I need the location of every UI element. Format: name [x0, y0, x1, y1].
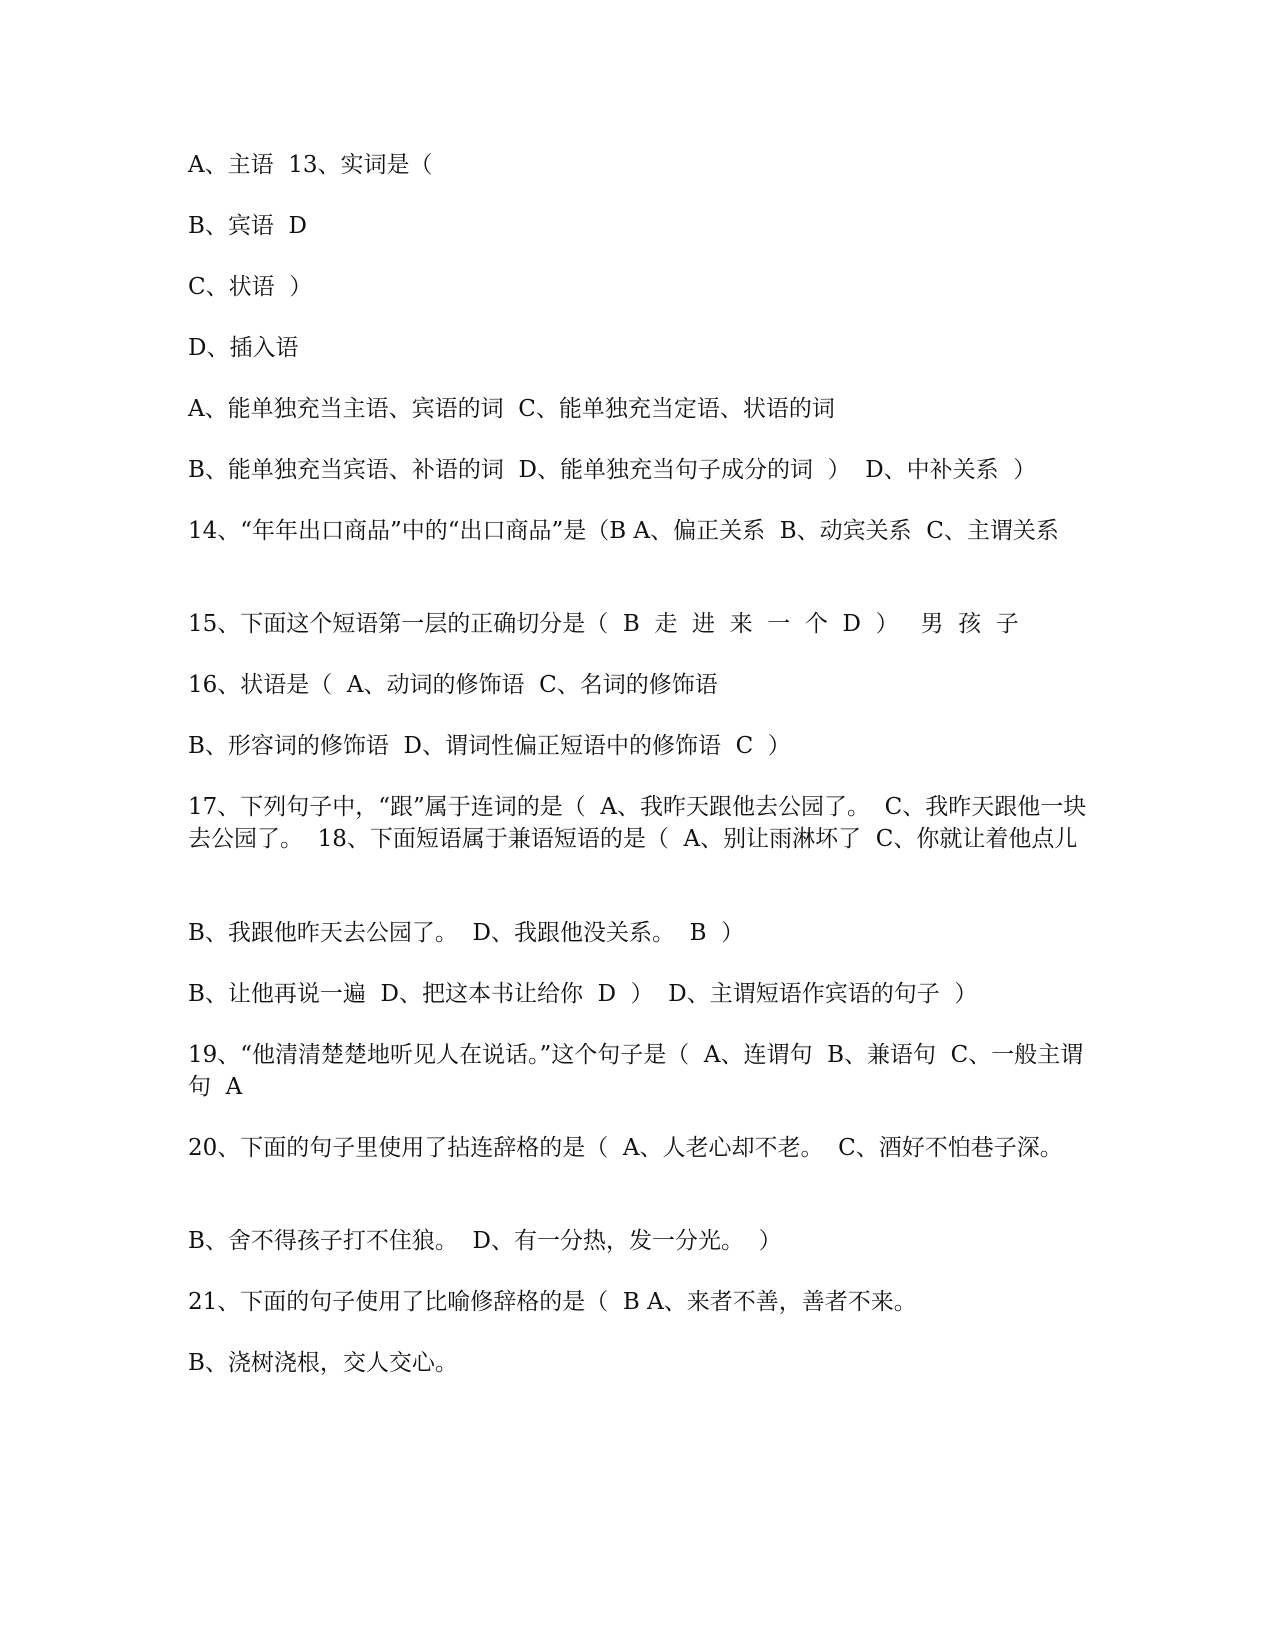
text-line: C、状语 ）	[188, 274, 313, 300]
text-line: B、形容词的修饰语 D、谓词性偏正短语中的修饰语 C ）	[188, 733, 791, 759]
question-21: 21、下面的句子使用了比喻修辞格的是（ B A、来者不善，善者不来。	[188, 1289, 917, 1315]
question-16: 16、状语是（ A、动词的修饰语 C、名词的修饰语	[188, 672, 718, 698]
text-line: B、浇树浇根，交人交心。	[188, 1350, 458, 1376]
question-20: 20、下面的句子里使用了拈连辞格的是（ A、人老心却不老。 C、酒好不怕巷子深。	[188, 1135, 1063, 1161]
question-17-18: 17、下列句子中，“跟”属于连词的是（ A、我昨天跟他去公园了。 C、我昨天跟他一块去公园了。 18、下面短语属于兼语短语的是（ A、别让雨淋坏了 C、你就让着他点儿	[188, 794, 1087, 852]
question-19: 19、“他清清楚楚地听见人在说话。”这个句子是（ A、连谓句 B、兼语句 C、一般主谓句 A	[188, 1042, 1084, 1100]
text-line: B、让他再说一遍 D、把这本书让给你 D ） D、主谓短语作宾语的句子 ）	[188, 981, 978, 1007]
question-15: 15、下面这个短语第一层的正确切分是（ B 走 进 来 一 个 D ） 男 孩 子	[188, 611, 1019, 637]
text-line: B、舍不得孩子打不住狼。 D、有一分热，发一分光。 ）	[188, 1228, 782, 1254]
text-line: A、能单独充当主语、宾语的词 C、能单独充当定语、状语的词	[188, 396, 835, 422]
text-line: B、能单独充当宾语、补语的词 D、能单独充当句子成分的词 ） D、中补关系 ）	[188, 457, 1037, 483]
text-line: D、插入语	[188, 335, 299, 361]
question-14: 14、“年年出口商品”中的“出口商品”是（B A、偏正关系 B、动宾关系 C、主谓关系	[188, 518, 1059, 544]
text-line: B、宾语 D	[188, 213, 307, 239]
text-line: B、我跟他昨天去公园了。 D、我跟他没关系。 B ）	[188, 920, 745, 946]
text-line: A、主语 13、实词是（	[188, 152, 433, 178]
